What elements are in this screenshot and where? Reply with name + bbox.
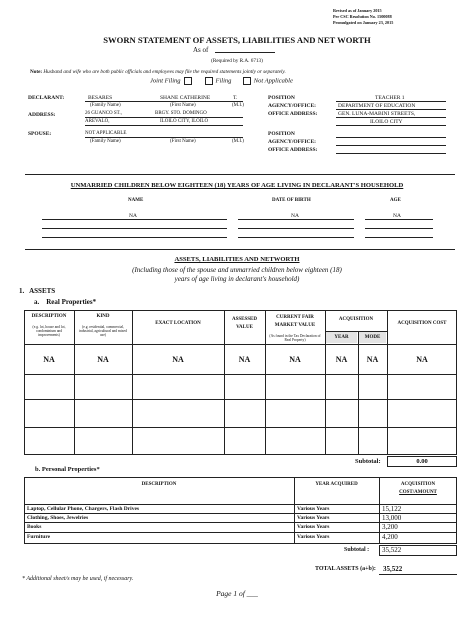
address-underline-2 [85,125,243,126]
spouse-office-address-label: OFFICE ADDRESS: [268,147,318,153]
spouse-mi-caption: (M.I.) [232,139,244,144]
real-col-kind: KIND [96,313,110,319]
declarant-first-caption: (First Name) [170,103,196,108]
personal-col-cost-1: ACQUISITION [400,481,436,487]
revision-note [333,8,393,26]
assets-divider [25,249,455,250]
real-col-year: YEAR [326,332,357,343]
total-assets-underline [379,574,457,575]
real-col-cost: ACQUISITION COST [397,321,447,326]
child-dob-line-2 [238,228,354,229]
child-dob-line-1 [238,219,354,220]
personal-row2-year: Various Years [297,515,330,521]
not-applicable-label: Not Applicable [253,77,293,85]
personal-col-year: YEAR ACQUIRED [315,481,358,487]
child-name-line-3 [42,237,227,238]
real-col-description-sub: (e.g. lot, house and lot, condominium and improvements) [32,324,66,338]
real-properties-heading: a. Real Properties* [34,298,97,306]
declarant-name-line [85,101,243,102]
note-label: Note: [30,69,43,75]
real-row1-location: NA [172,354,184,364]
personal-row1-cost: 15,122 [382,505,402,513]
children-title: UNMARRIED CHILDREN BELOW EIGHTEEN (18) YEARS OF AGE LIVING IN DECLARANT'S HOUSEHOLD [70,182,404,189]
real-col-fmv-sub: (As found in the Tax Declaration of Real Property) [269,333,321,342]
spouse-position-line [336,137,446,138]
real-col-assessed: ASSESSED VALUE [231,317,257,330]
children-col-dob: DATE OF BIRTH [272,198,311,203]
spouse-family-caption: (Family Name) [90,139,121,144]
real-row1-mode: NA [366,354,379,364]
agency-line [336,109,446,110]
filing-options [150,77,293,85]
real-table-row-line-1 [24,374,457,375]
personal-row1-desc: Laptop, Cellular Phone, Chargers, Flash Drives [27,506,140,512]
address-line-3: AREVALO, [85,119,110,124]
child-age-line-1 [365,219,433,220]
spouse-agency-line [336,145,446,146]
real-row1-year: NA [335,354,348,364]
assets-section-title: ASSETS, LIABILITIES AND NETWORTH [174,256,300,263]
real-col-kind-sub: (e.g. residential, commercial, industrial, agricultural and mixed use) [79,324,127,338]
personal-col-cost-2: COST/AMOUNT [399,489,437,495]
child-name-line-1 [42,219,227,220]
child-dob: NA [291,213,299,219]
address-line-4: ILOILO CITY, ILOILO [160,119,209,124]
separate-filing-label: Filing [215,77,232,85]
declarant-first-name: SHANE CATHERINE [160,95,211,101]
assets-subtitle-1: (Including those of the spouse and unmarried children below eighteen (18) [132,266,342,274]
address-underline-1 [85,117,243,118]
declarant-mi: T. [233,95,238,101]
real-row1-fmv: NA [289,354,301,364]
agency-label: AGENCY/OFFICE: [268,103,316,109]
personal-properties-heading: b. Personal Properties* [35,466,100,473]
real-row1-kind: NA [97,354,109,364]
real-table-row-line-2 [24,399,457,400]
real-col-sep-3 [224,310,225,455]
personal-subtotal-value: 35,522 [382,546,402,554]
real-col-sep-7 [387,310,388,455]
filing-note [30,69,286,75]
child-name: NA [129,213,137,219]
personal-row3-desc: Books [27,524,42,530]
real-table-row-line-3 [24,427,457,428]
real-row1-cost: NA [416,354,428,364]
declarant-family-caption: (Family Name) [90,103,121,108]
spouse-label: SPOUSE: [28,131,52,137]
child-age: NA [393,213,401,219]
declarant-label: DECLARANT: [28,95,65,101]
real-col-mode: MODE [359,332,386,343]
real-col-fmv: CURRENT FAIR MARKET VALUE [274,315,316,328]
office-address-line-1: GEN. LUNA-MABINI STREETS, [338,111,416,117]
page-number: Page 1 of ___ [216,589,258,598]
position-line [336,101,446,102]
revision-line-1: Revised as of January 2015 [333,8,382,13]
spouse-agency-label: AGENCY/OFFICE: [268,139,316,145]
page-title: SWORN STATEMENT OF ASSETS, LIABILITIES AND NET WORTH [103,35,371,45]
agency-value: DEPARTMENT OF EDUCATION [338,103,416,109]
spouse-name: NOT APPLICABLE [85,131,127,136]
revision-line-2: Per CSC Resolution No. 1500088 [333,14,392,19]
joint-filing-checkbox[interactable] [184,77,192,85]
real-subtotal-value: 0.00 [416,458,428,465]
child-age-line-2 [365,228,433,229]
spouse-office-address-line [336,153,446,154]
separate-filing-checkbox[interactable] [205,77,213,85]
office-address-underline-1 [336,117,446,118]
spouse-first-caption: (First Name) [170,139,196,144]
real-col-location: EXACT LOCATION [155,321,201,326]
children-col-name: NAME [128,198,144,203]
address-line-2: BRGY. STO. DOMINGO [155,111,207,116]
personal-row2-cost: 13,000 [382,514,402,522]
child-dob-line-3 [238,237,354,238]
assets-heading: 1. ASSETS [19,287,56,295]
revision-line-3: Promulgated on January 23, 2015 [333,20,394,25]
office-address-underline-2 [336,125,446,126]
address-label: ADDRESS: [28,112,56,118]
not-applicable-checkbox[interactable] [243,77,251,85]
position-label: POSITION [268,95,295,101]
personal-row3-year: Various Years [297,524,330,530]
required-by: (Required by R.A. 6713) [211,58,263,64]
address-line-1: 26 GUANCO ST., [85,111,122,116]
office-address-label: OFFICE ADDRESS: [268,111,318,117]
spouse-name-line [85,137,243,138]
section-divider [25,174,455,175]
total-assets-label: TOTAL ASSETS (a+b): [315,566,376,572]
real-row1-description: NA [43,354,55,364]
personal-row4-desc: Furniture [27,534,51,540]
joint-filing-label: Joint Filing [150,77,181,85]
real-col-acquisition: ACQUISITION [338,316,374,322]
real-col-sep-2 [132,310,133,455]
child-age-line-3 [365,237,433,238]
personal-row2-desc: Clothing, Shoes, Jewelries [27,515,89,521]
declarant-family-name: BESARES [88,95,113,101]
additional-sheets-note: * Additional sheet/s may be used, if necessary. [22,576,134,582]
personal-col-description: DESCRIPTION [141,481,177,487]
real-col-description: DESCRIPTION [31,313,67,319]
as-of-line [215,52,275,53]
personal-row4-year: Various Years [297,534,330,540]
assets-subtitle-2: years of age living in declarant's household) [174,275,300,283]
child-name-line-2 [42,228,227,229]
note-text: Husband and wife who are both public officials and employees may file the required statements jointly or separately. [43,69,286,75]
spouse-position-label: POSITION [268,131,295,137]
personal-row1-year: Various Years [297,506,330,512]
real-col-sep-1 [74,310,75,455]
office-address-line-2: ILOILO CITY [370,119,403,125]
children-col-age: AGE [390,198,401,203]
real-subtotal-label: Subtotal: [355,458,381,465]
real-row1-assessed: NA [238,354,251,364]
personal-row4-cost: 4,200 [382,533,398,541]
as-of-label: As of [193,46,209,54]
personal-subtotal-label: Subtotal : [344,547,370,553]
total-assets-value: 35,522 [383,565,403,573]
declarant-mi-caption: (M.I.) [232,103,244,108]
position-value: TEACHER 1 [375,95,405,101]
personal-row3-cost: 3,200 [382,523,398,531]
